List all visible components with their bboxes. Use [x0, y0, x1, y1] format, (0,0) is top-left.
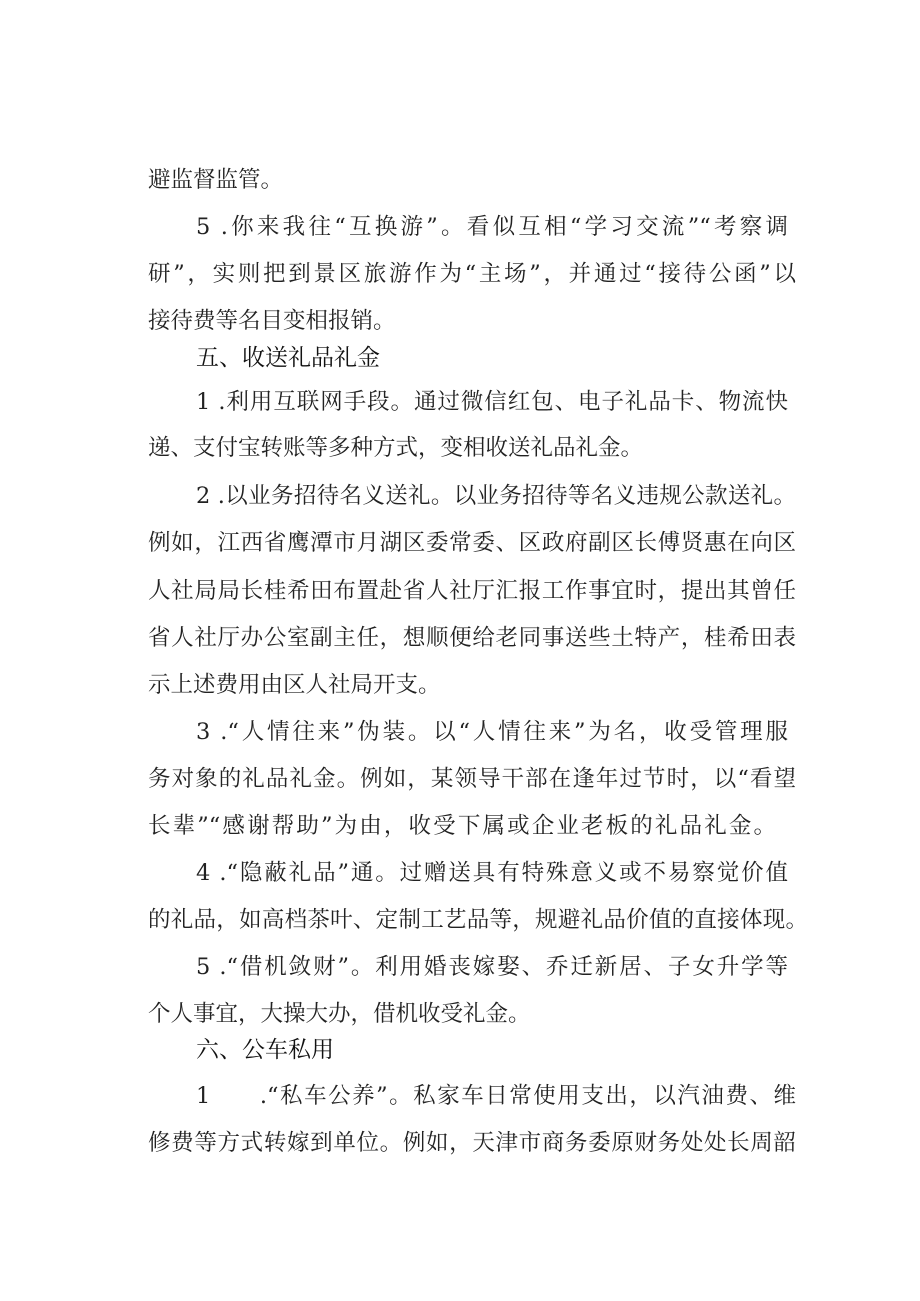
text-line: 修费等方式转嫁到单位。例如，天津市商务委原财务处处长周韶 — [148, 1130, 796, 1156]
section-heading: 五、收送礼品礼金 — [196, 345, 380, 371]
text-line: 5 .你来我往“互换游”。看似互相“学习交流”“考察调 — [196, 214, 788, 240]
text-line: 2 .以业务招待名义送礼。以业务招待等名义违规公款送礼。 — [196, 483, 796, 509]
text-line: 个人事宜，大操大办，借机收受礼金。 — [148, 1001, 531, 1027]
text-line: 例如，江西省鹰潭市月湖区委常委、区政府副区长傅贤惠在向区 — [148, 530, 796, 556]
text-line: 3 .“人情往来”伪装。以“人情往来”为名，收受管理服 — [196, 719, 788, 745]
text-line: 避监督监管。 — [148, 167, 284, 193]
text-line: 递、支付宝转账等多种方式，变相收送礼品礼金。 — [148, 435, 644, 461]
text-line: 1 .“私车公养”。私家车日常使用支出，以汽油费、维 — [196, 1083, 796, 1109]
text-line: 4 .“隐蔽礼品”通。过赠送具有特殊意义或不易察觉价值 — [196, 860, 788, 886]
text-line: 的礼品，如高档茶叶、定制工艺品等，规避礼品价值的直接体现。 — [148, 907, 808, 933]
text-line: 示上述费用由区人社局开支。 — [148, 672, 441, 698]
text-line: 1 .利用互联网手段。通过微信红包、电子礼品卡、物流快 — [196, 389, 788, 415]
text-line: 务对象的礼品礼金。例如，某领导干部在逢年过节时，以“看望 — [148, 766, 796, 792]
text-line: 研”，实则把到景区旅游作为“主场”，并通过“接待公函”以 — [148, 261, 796, 287]
text-line: 5 .“借机敛财”。利用婚丧嫁娶、乔迁新居、子女升学等 — [196, 954, 788, 980]
text-line: 接待费等名目变相报销。 — [148, 308, 396, 334]
text-line: 长辈”“感谢帮助”为由，收受下属或企业老板的礼品礼金。 — [148, 813, 776, 839]
text-line: 人社局局长桂希田布置赴省人社厅汇报工作事宜时，提出其曾任 — [148, 578, 796, 604]
section-heading: 六、公车私用 — [196, 1037, 334, 1063]
text-line: 省人社厅办公室副主任，想顺便给老同事送些土特产，桂希田表 — [148, 625, 796, 651]
